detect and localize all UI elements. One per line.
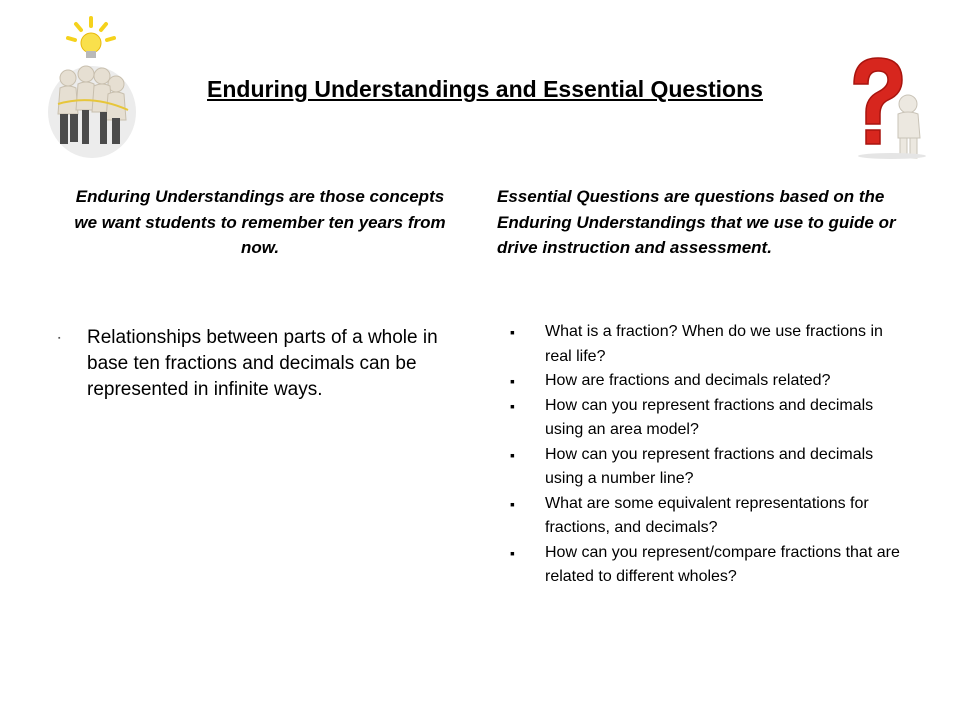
bullet-icon: ▪ bbox=[510, 544, 515, 561]
bullet-icon: ▪ bbox=[58, 335, 61, 342]
bullet-icon: ▪ bbox=[510, 373, 515, 389]
enduring-understandings-heading: Enduring Understandings are those concepts we want students to remember ten years from now. bbox=[74, 187, 446, 257]
list-item-text: How can you represent fractions and decimals using a number line? bbox=[545, 445, 874, 487]
list-item-text: How are fractions and decimals related? bbox=[545, 372, 831, 389]
list-item bbox=[50, 325, 450, 403]
bullet-icon: ▪ bbox=[510, 324, 515, 340]
enduring-understandings-list bbox=[50, 325, 450, 403]
list-item-text: How can you represent/compare fractions that are related to different wholes? bbox=[545, 543, 900, 585]
list-item-text: What is a fraction? When do we use fractions in real life? bbox=[545, 323, 883, 365]
bullet-icon: ▪ bbox=[510, 495, 515, 512]
essential-questions-heading: Essential Questions are questions based on the Enduring Understandings that we use to guide or drive instruction and assessment. bbox=[497, 187, 896, 257]
list-item-text: What are some equivalent representations for fractions, and decimals? bbox=[545, 494, 869, 536]
essential-questions-list bbox=[510, 320, 910, 590]
list-item-text: Relationships between parts of a whole in base ten fractions and decimals can be represented in infinite ways. bbox=[87, 327, 438, 400]
bullet-icon: ▪ bbox=[510, 397, 515, 414]
people-with-lightbulb-icon bbox=[42, 14, 142, 160]
list-item bbox=[510, 541, 910, 590]
question-mark-thinker-icon bbox=[832, 44, 930, 160]
list-item bbox=[510, 394, 910, 443]
page-title: Enduring Understandings and Essential Questions bbox=[207, 76, 763, 102]
list-item bbox=[510, 369, 910, 394]
list-item bbox=[510, 492, 910, 541]
list-item-text: How can you represent fractions and decimals using an area model? bbox=[545, 396, 874, 438]
bullet-icon: ▪ bbox=[510, 446, 515, 463]
list-item bbox=[510, 443, 910, 492]
list-item bbox=[510, 320, 910, 369]
